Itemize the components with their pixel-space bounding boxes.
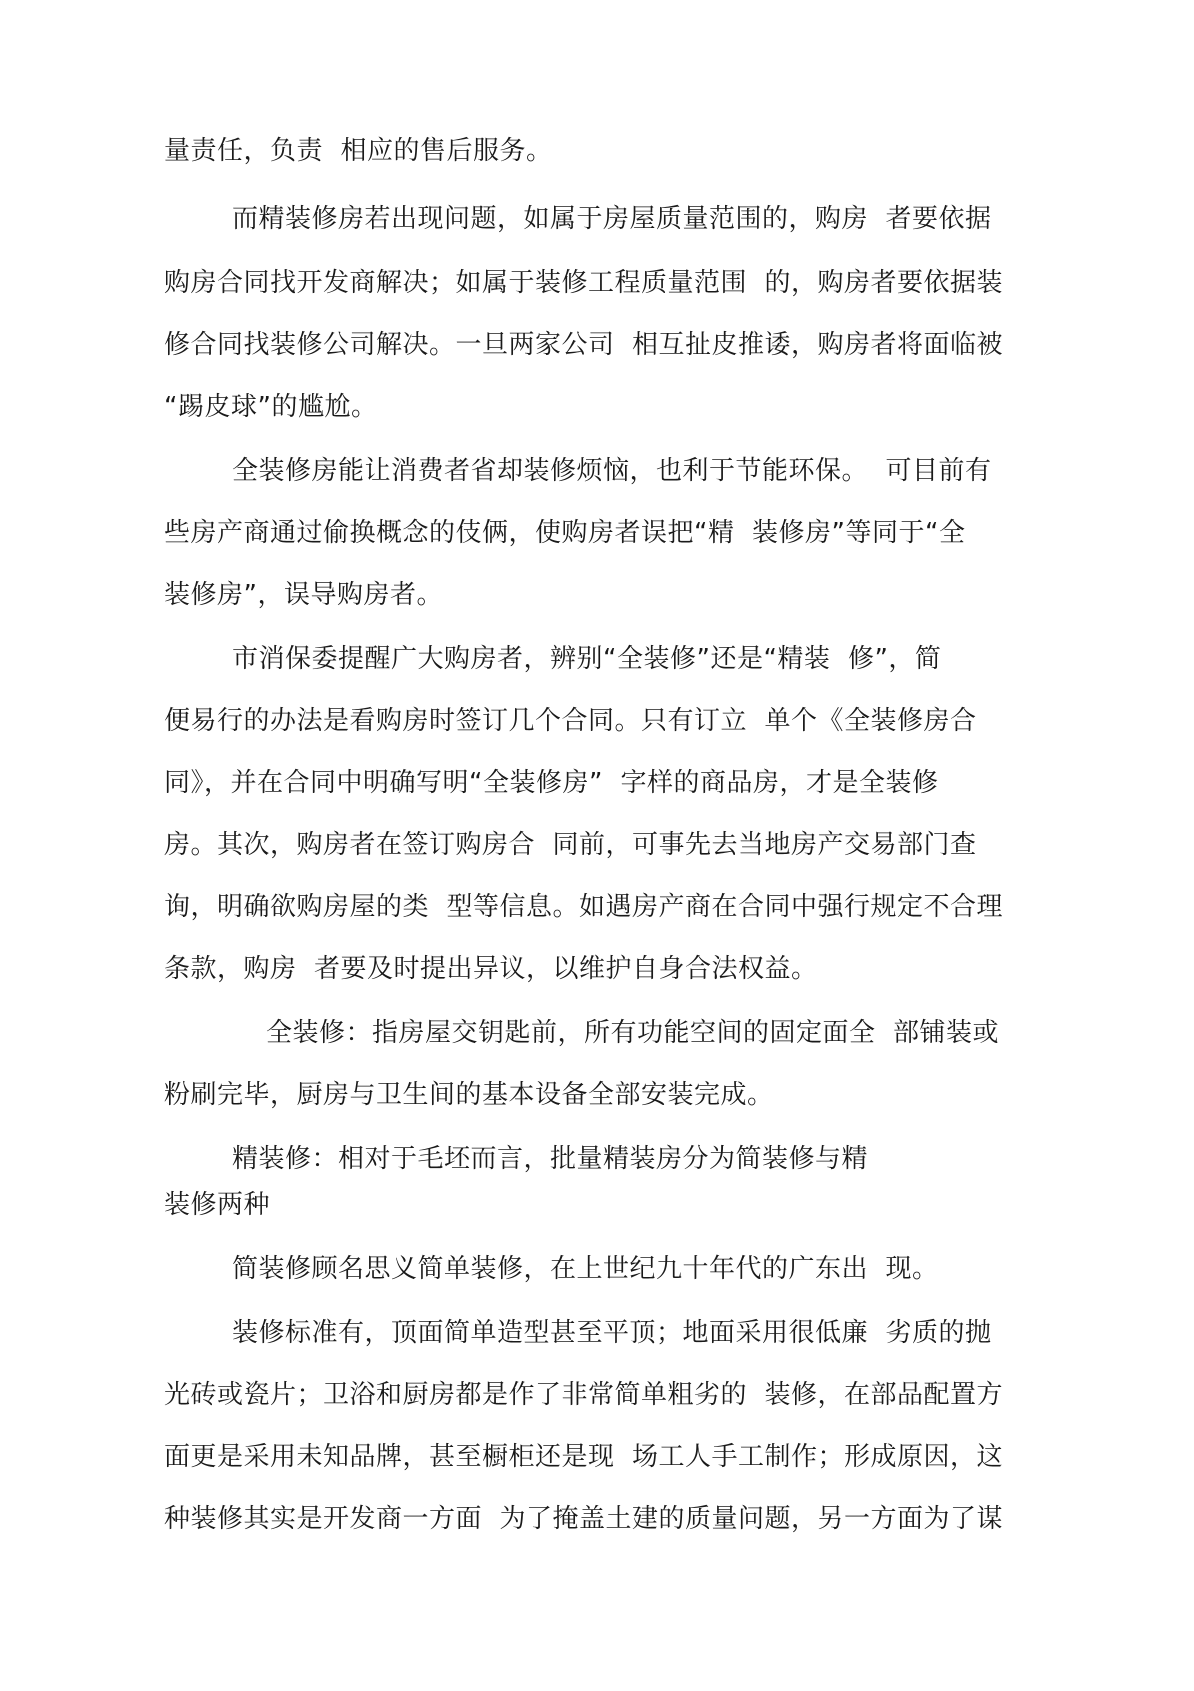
text-line-19: 简装修顾名思义简单装修，在上世纪九十年代的广东出 现。	[232, 1254, 939, 1284]
text-line-12: 房。其次，购房者在签订购房合 同前，可事先去当地房产交易部门查	[164, 830, 977, 860]
text-line-21: 光砖或瓷片；卫浴和厨房都是作了非常简单粗劣的 装修，在部品配置方	[164, 1380, 1004, 1410]
text-line-7: 些房产商通过偷换概念的伎俩，使购房者误把“精 装修房”等同于“全	[164, 518, 966, 548]
text-line-13: 询，明确欲购房屋的类 型等信息。如遇房产商在合同中强行规定不合理	[164, 892, 1004, 922]
text-line-23: 种装修其实是开发商一方面 为了掩盖土建的质量问题，另一方面为了谋	[164, 1504, 1004, 1534]
text-line-18: 装修两种	[164, 1190, 271, 1220]
text-line-14: 条款，购房 者要及时提出异议，以维护自身合法权益。	[164, 954, 818, 984]
text-line-9: 市消保委提醒广大购房者，辨别“全装修”还是“精装 修”，简	[232, 644, 942, 674]
text-line-22: 面更是采用未知品牌，甚至橱柜还是现 场工人手工制作；形成原因，这	[164, 1442, 1004, 1472]
text-line-20: 装修标准有，顶面简单造型甚至平顶；地面采用很低廉 劣质的抛	[232, 1318, 992, 1348]
text-line-10: 便易行的办法是看购房时签订几个合同。只有订立 单个《全装修房合	[164, 706, 977, 736]
text-line-4: 修合同找装修公司解决。一旦两家公司 相互扯皮推诿，购房者将面临被	[164, 330, 1004, 360]
text-line-5: “踢皮球”的尴尬。	[164, 392, 378, 422]
text-line-15: 全装修：指房屋交钥匙前，所有功能空间的固定面全 部铺装或	[266, 1018, 1000, 1048]
text-line-6: 全装修房能让消费者省却装修烦恼，也利于节能环保。 可目前有	[232, 456, 992, 486]
text-line-11: 同》，并在合同中明确写明“全装修房” 字样的商品房，才是全装修	[164, 768, 939, 798]
text-line-3: 购房合同找开发商解决；如属于装修工程质量范围 的，购房者要依据装	[164, 268, 1004, 298]
text-line-8: 装修房”，误导购房者。	[164, 580, 443, 610]
text-line-2: 而精装修房若出现问题，如属于房屋质量范围的，购房 者要依据	[232, 204, 992, 234]
text-line-17: 精装修：相对于毛坯而言，批量精装房分为简装修与精	[232, 1144, 869, 1174]
text-line-1: 量责任，负责 相应的售后服务。	[164, 136, 553, 166]
text-line-16: 粉刷完毕，厨房与卫生间的基本设备全部安装完成。	[164, 1080, 774, 1110]
